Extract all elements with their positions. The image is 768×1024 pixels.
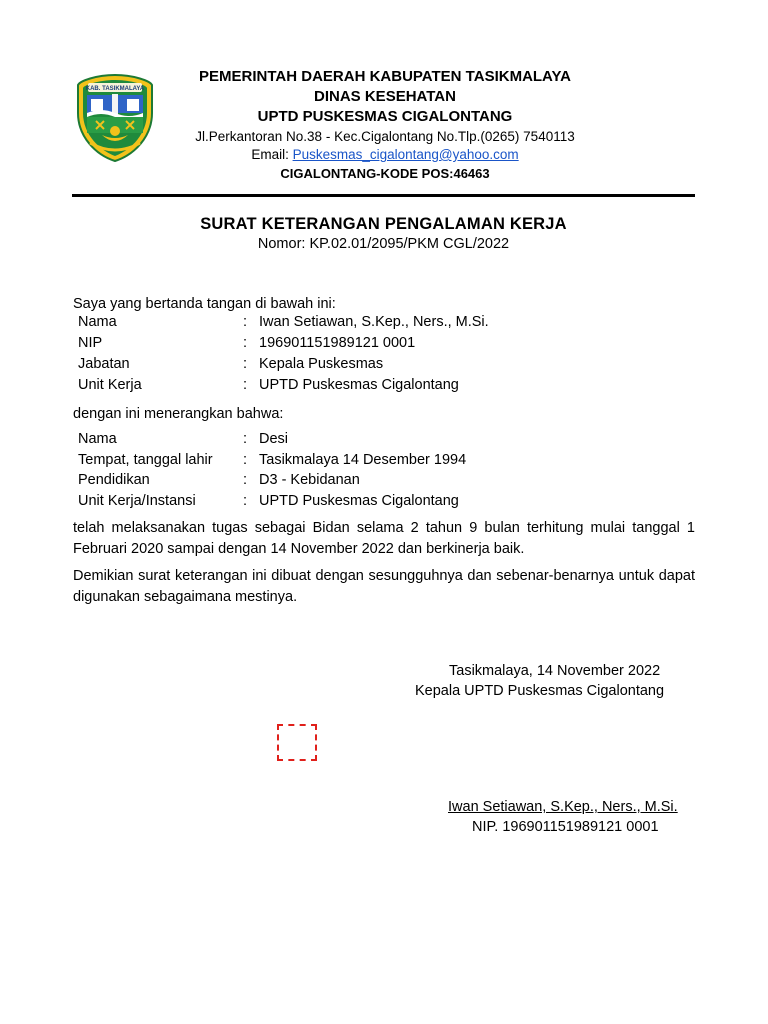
field-value: Tasikmalaya 14 Desember 1994: [259, 452, 467, 468]
subject-field-unit: [78, 491, 459, 512]
field-separator: :: [243, 335, 248, 351]
signature-position: Kepala UPTD Puskesmas Cigalontang: [415, 683, 665, 699]
regency-logo-icon: [76, 73, 154, 163]
field-value: D3 - Kebidanan: [259, 472, 360, 488]
field-label: NIP: [78, 335, 103, 351]
government-name: PEMERINTAH DAERAH KABUPATEN TASIKMALAYA: [199, 68, 571, 85]
field-separator: :: [243, 356, 248, 372]
intro-text: Saya yang bertanda tangan di bawah ini:: [73, 296, 336, 312]
signer-field-name: [78, 312, 489, 333]
letterhead: [170, 67, 600, 184]
field-value: UPTD Puskesmas Cigalontang: [259, 493, 459, 509]
header-divider: [72, 194, 695, 197]
document-title: SURAT KETERANGAN PENGALAMAN KERJA: [200, 215, 567, 233]
signer-field-nip: [78, 333, 415, 354]
field-label: Unit Kerja/Instansi: [78, 493, 196, 509]
subject-field-education: [78, 470, 360, 491]
closing-paragraph: Demikian surat keterangan ini dibuat dengan sesungguhnya dan sebenar-benarnya untuk dapat digunakan sebagaimana mestinya.: [73, 568, 695, 605]
signer-field-position: [78, 354, 383, 375]
signature-placeholder-box: [277, 724, 317, 761]
postal-code-line: CIGALONTANG-KODE POS:46463: [280, 166, 490, 181]
subject-field-birth: [78, 450, 466, 471]
field-separator: :: [243, 314, 248, 330]
email-link[interactable]: Puskesmas_cigalontang@yahoo.com: [292, 147, 519, 162]
signer-name: Iwan Setiawan, S.Kep., Ners., M.Si.: [448, 799, 678, 815]
field-value: 196901151989121 0001: [259, 335, 416, 351]
field-value: Iwan Setiawan, S.Kep., Ners., M.Si.: [259, 314, 489, 330]
signer-nip: NIP. 196901151989121 0001: [472, 819, 659, 835]
body-paragraph: telah melaksanakan tugas sebagai Bidan selama 2 tahun 9 bulan terhitung mulai tanggal 1 Februari 2020 sampai dengan 14 November 2022 dan berkinerja baik.: [73, 520, 695, 557]
field-label: Jabatan: [78, 356, 130, 372]
field-label: Nama: [78, 314, 117, 330]
field-label: Nama: [78, 431, 117, 447]
field-value: Desi: [259, 431, 289, 447]
field-separator: :: [243, 452, 248, 468]
email-line: [170, 146, 600, 164]
logo-label: KAB. TASIKMALAYA: [85, 86, 145, 92]
signer-field-unit: [78, 375, 459, 396]
subject-field-name: [78, 429, 288, 450]
field-separator: :: [243, 431, 248, 447]
middle-text: dengan ini menerangkan bahwa:: [73, 406, 284, 422]
signature-place-date: Tasikmalaya, 14 November 2022: [449, 663, 661, 679]
document-number: Nomor: KP.02.01/2095/PKM CGL/2022: [257, 236, 510, 252]
field-separator: :: [243, 472, 248, 488]
department-name: DINAS KESEHATAN: [314, 88, 456, 105]
institution-name: UPTD PUSKESMAS CIGALONTANG: [257, 108, 513, 125]
field-separator: :: [243, 377, 248, 393]
field-separator: :: [243, 493, 248, 509]
field-label: Pendidikan: [78, 472, 150, 488]
field-label: Unit Kerja: [78, 377, 142, 393]
field-value: Kepala Puskesmas: [259, 356, 384, 372]
address-line: Jl.Perkantoran No.38 - Kec.Cigalontang No.Tlp.(0265) 7540113: [195, 129, 575, 144]
email-label: Email:: [251, 147, 293, 162]
field-value: UPTD Puskesmas Cigalontang: [259, 377, 459, 393]
field-label: Tempat, tanggal lahir: [78, 452, 213, 468]
